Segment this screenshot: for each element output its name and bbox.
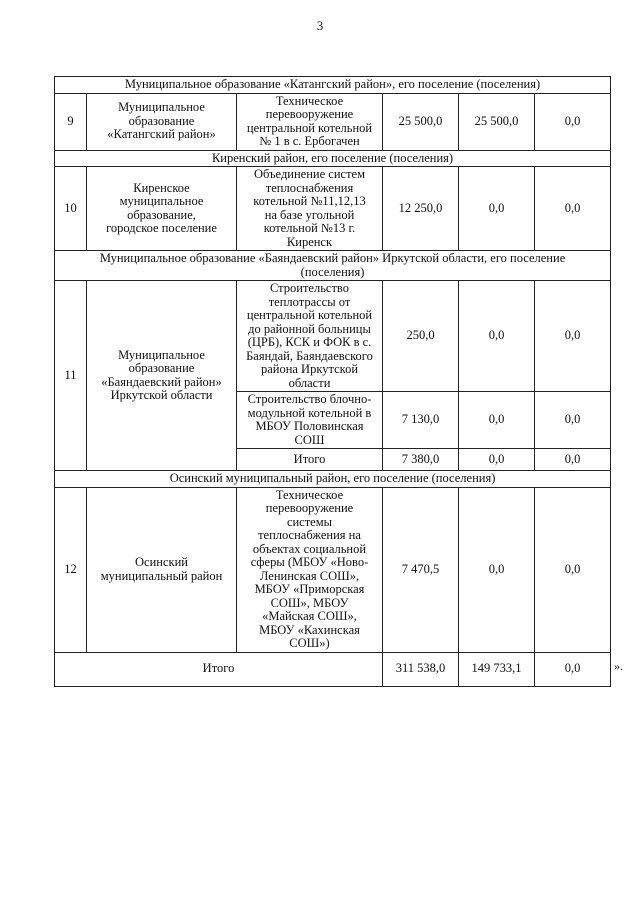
- value-cell: 0,0: [459, 392, 535, 449]
- table-row: [55, 281, 611, 392]
- municipality-cell: Муниципальное образование «Катангский район»: [87, 93, 237, 150]
- value-cell: 25 500,0: [383, 93, 459, 150]
- total-value: 311 538,0: [383, 652, 459, 686]
- row-number: 9: [55, 93, 87, 150]
- value-cell: 0,0: [535, 392, 611, 449]
- object-cell: Техническое перевооружение центральной котельной № 1 в с. Ербогачен: [237, 93, 383, 150]
- section-header-row: [55, 471, 611, 488]
- object-cell: Строительство блочно- модульной котельной в МБОУ Половинская СОШ: [237, 392, 383, 449]
- value-cell: 0,0: [535, 167, 611, 251]
- municipality-cell: Киренское муниципальное образование, городское поселение: [87, 167, 237, 251]
- section-header: Муниципальное образование «Баяндаевский район» Иркутской области, его поселение (поселения): [55, 251, 611, 281]
- value-cell: 12 250,0: [383, 167, 459, 251]
- section-header: Киренский район, его поселение (поселения): [55, 150, 611, 167]
- total-value: 149 733,1: [459, 652, 535, 686]
- value-cell: 0,0: [459, 281, 535, 392]
- value-cell: 0,0: [535, 449, 611, 471]
- value-cell: 7 380,0: [383, 449, 459, 471]
- closing-quote-mark: ».: [614, 659, 623, 673]
- value-cell: 0,0: [535, 93, 611, 150]
- value-cell: 0,0: [459, 167, 535, 251]
- funding-table: [54, 76, 611, 687]
- value-cell: 0,0: [535, 487, 611, 652]
- table-row: [55, 93, 611, 150]
- object-cell: Техническое перевооружение системы теплоснабжения на объектах социальной сферы (МБОУ «Ново- Ленинская СОШ», МБОУ «Приморская СОШ», МБОУ «Майская СОШ», МБОУ «Кахинская СОШ»): [237, 487, 383, 652]
- municipality-cell: Муниципальное образование «Баяндаевский район» Иркутской области: [87, 281, 237, 471]
- page-number: 3: [316, 18, 324, 33]
- value-cell: 0,0: [535, 281, 611, 392]
- section-header-row: [55, 251, 611, 281]
- total-value: 0,0: [535, 652, 611, 686]
- total-row: [55, 652, 611, 686]
- section-header-row: [55, 150, 611, 167]
- value-cell: 0,0: [459, 487, 535, 652]
- section-header-row: [55, 77, 611, 94]
- section-header: Муниципальное образование «Катангский район», его поселение (поселения): [55, 77, 611, 94]
- value-cell: 250,0: [383, 281, 459, 392]
- object-cell: Строительство теплотрассы от центральной котельной до районной больницы (ЦРБ), КСК и ФОК в с. Баяндай, Баяндаевского района Иркутской области: [237, 281, 383, 392]
- row-number: 11: [55, 281, 87, 471]
- value-cell: 7 130,0: [383, 392, 459, 449]
- table-row: [55, 487, 611, 652]
- row-number: 10: [55, 167, 87, 251]
- value-cell: 25 500,0: [459, 93, 535, 150]
- subtotal-label: Итого: [237, 449, 383, 471]
- row-number: 12: [55, 487, 87, 652]
- value-cell: 0,0: [459, 449, 535, 471]
- table-row: [55, 167, 611, 251]
- value-cell: 7 470,5: [383, 487, 459, 652]
- municipality-cell: Осинский муниципальный район: [87, 487, 237, 652]
- section-header: Осинский муниципальный район, его поселение (поселения): [55, 471, 611, 488]
- object-cell: Объединение систем теплоснабжения котельной №11,12,13 на базе угольной котельной №13 г. Киренск: [237, 167, 383, 251]
- total-label: Итого: [55, 652, 383, 686]
